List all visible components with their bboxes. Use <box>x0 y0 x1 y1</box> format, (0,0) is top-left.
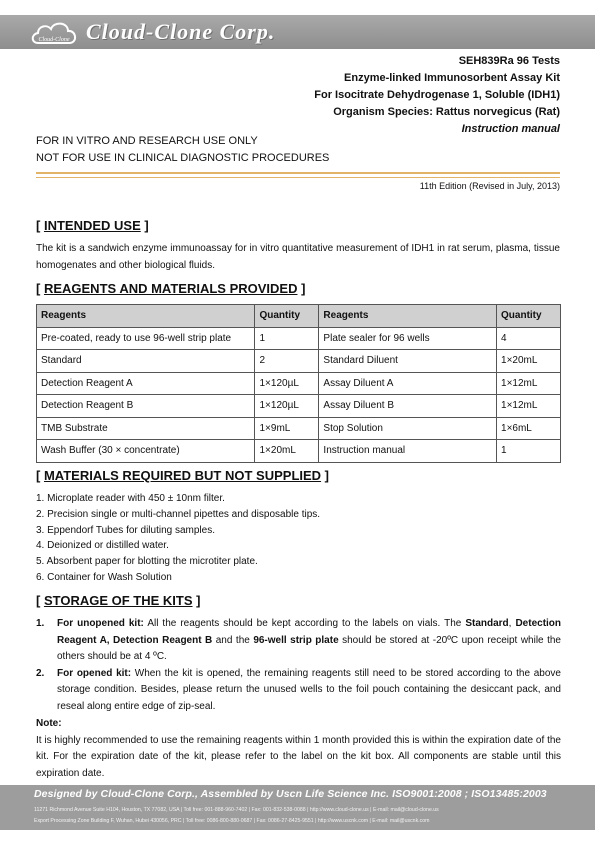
reagents-table <box>36 304 561 463</box>
target-protein: For Isocitrate Dehydrogenase 1, Soluble (IDH1) <box>314 89 560 101</box>
table-cell: 1×20mL <box>497 350 561 373</box>
table-row <box>37 350 561 373</box>
svg-text:Cloud-Clone: Cloud-Clone <box>38 37 70 43</box>
item-emphasis: Detection Reagent A, Detection Reagent B <box>57 618 562 646</box>
table-cell: Wash Buffer (30 × concentrate) <box>37 440 255 463</box>
item-text: , <box>508 618 516 629</box>
catalog-number: SEH839Ra 96 Tests <box>458 55 560 67</box>
storage-section <box>36 616 561 782</box>
clinical-disclaimer-line: NOT FOR USE IN CLINICAL DIAGNOSTIC PROCEDURES <box>36 152 330 164</box>
table-cell: Detection Reagent A <box>37 372 255 395</box>
table-cell: 1×20mL <box>255 440 319 463</box>
table-cell: 1×120µL <box>255 395 319 418</box>
document-type: Instruction manual <box>461 123 560 135</box>
table-cell: Standard <box>37 350 255 373</box>
header-cell: Reagents <box>37 305 255 328</box>
table-row <box>37 372 561 395</box>
footer-band <box>0 785 595 830</box>
table-header-row <box>37 305 561 328</box>
table-row <box>37 395 561 418</box>
item-text: When the kit is opened, the remaining reagents still need to be stored according to the above storage condition. Besides, please return the unused wells to the foil pouch containing the desiccant pack, and reseal along entire edge of zip-seal. <box>57 667 561 712</box>
note-label: Note: <box>36 718 62 729</box>
divider-bottom <box>36 177 560 178</box>
product-spec <box>314 53 560 138</box>
table-cell: 1 <box>497 440 561 463</box>
table-cell: 1×120µL <box>255 372 319 395</box>
edition-note: 11th Edition (Revised in July, 2013) <box>419 181 560 191</box>
header-cell: Reagents <box>319 305 497 328</box>
item-text: and the <box>212 634 254 646</box>
section-reagents: [ REAGENTS AND MATERIALS PROVIDED ] <box>36 281 306 296</box>
organism-species: Organism Species: Rattus norvegicus (Rat) <box>333 106 560 118</box>
materials-list <box>36 491 320 586</box>
table-cell: 1 <box>255 327 319 350</box>
item-label: For unopened kit: <box>57 618 144 629</box>
table-cell: Plate sealer for 96 wells <box>319 327 497 350</box>
item-text: All the reagents should be kept according to the labels on vials. The <box>143 618 466 629</box>
table-cell: TMB Substrate <box>37 417 255 440</box>
storage-item-opened <box>36 666 561 716</box>
intended-use-text: The kit is a sandwich enzyme immunoassay for in vitro quantitative measurement of IDH1 in rat serum, plasma, tissue homogenates and other biological fluids. <box>36 243 560 271</box>
note-text: It is highly recommended to use the remaining reagents within 1 month provided this is within the expiration date of the kit. For the expiration date of the kit, please refer to the label on the kit box. All components are stable until this expiration date. <box>36 734 561 779</box>
table-row <box>37 440 561 463</box>
footer-tagline: Designed by Cloud-Clone Corp., Assembled by Uscn Life Science Inc. ISO9001:2008 ; ISO13485:2003 <box>34 788 547 800</box>
section-title-text: STORAGE OF THE KITS <box>43 593 193 608</box>
table-cell: 1×9mL <box>255 417 319 440</box>
divider-top <box>36 172 560 174</box>
table-cell: 2 <box>255 350 319 373</box>
company-name: Cloud-Clone Corp. <box>86 19 276 44</box>
table-cell: Standard Diluent <box>319 350 497 373</box>
table-cell: Pre-coated, ready to use 96-well strip plate <box>37 327 255 350</box>
table-cell: 1×6mL <box>497 417 561 440</box>
research-use-line: FOR IN VITRO AND RESEARCH USE ONLY <box>36 135 258 147</box>
table-cell: Stop Solution <box>319 417 497 440</box>
table-cell: Instruction manual <box>319 440 497 463</box>
section-title-text: INTENDED USE <box>43 218 141 233</box>
table-cell: 1×12mL <box>497 395 561 418</box>
list-item: 2. Precision single or multi-channel pipettes and disposable tips. <box>36 508 321 520</box>
footer-address-cn: Export Processing Zone Building F, Wuhan, Hubei 430056, PRC | Toll free: 0086-800-880-0687 | Fax: 0086-27-8425-9551 | http://www.uscnk.com | E-mail: mail@uscnk.com <box>34 818 430 824</box>
table-cell: Detection Reagent B <box>37 395 255 418</box>
item-emphasis: Standard <box>465 618 509 629</box>
list-item: 1. Microplate reader with 450 ± 10nm filter. <box>36 493 225 504</box>
kit-type: Enzyme-linked Immunosorbent Assay Kit <box>344 72 560 84</box>
item-label: For opened kit: <box>57 667 132 679</box>
list-item: 3. Eppendorf Tubes for diluting samples. <box>36 524 215 536</box>
header-cell: Quantity <box>497 305 561 328</box>
storage-item-unopened <box>36 616 561 666</box>
usage-statement <box>36 133 329 167</box>
list-item: 6. Container for Wash Solution <box>36 571 172 583</box>
table-row <box>37 327 561 350</box>
list-item: 4. Deionized or distilled water. <box>36 540 169 552</box>
item-number: 2. <box>36 667 45 679</box>
table-row <box>37 417 561 440</box>
item-emphasis: 96-well strip plate <box>253 634 339 646</box>
table-cell: 1×12mL <box>497 372 561 395</box>
list-item: 5. Absorbent paper for blotting the microtiter plate. <box>36 556 258 568</box>
section-title-text: MATERIALS REQUIRED BUT NOT SUPPLIED <box>43 468 322 483</box>
table-cell: Assay Diluent B <box>319 395 497 418</box>
table-cell: Assay Diluent A <box>319 372 497 395</box>
item-number: 1. <box>36 618 45 629</box>
section-intended-use: [ INTENDED USE ] <box>36 218 149 233</box>
section-title-text: REAGENTS AND MATERIALS PROVIDED <box>43 281 298 296</box>
section-materials: [ MATERIALS REQUIRED BUT NOT SUPPLIED ] <box>36 468 330 483</box>
header-cell: Quantity <box>255 305 319 328</box>
footer-address-us: 11271 Richmond Avenue Suite H104, Houston, TX 77082, USA | Toll free: 001-888-960-7402 | Fax: 001-832-538-0088 | http://www.cloud-clone.us | E-mail: mail@cloud-clone.us <box>34 807 439 813</box>
cloud-logo-icon <box>30 18 80 53</box>
item-text: should be stored at -20ºC upon receipt while the others should be at 4 ºC. <box>57 634 561 662</box>
section-storage: [ STORAGE OF THE KITS ] <box>36 593 201 608</box>
table-cell: 4 <box>497 327 561 350</box>
